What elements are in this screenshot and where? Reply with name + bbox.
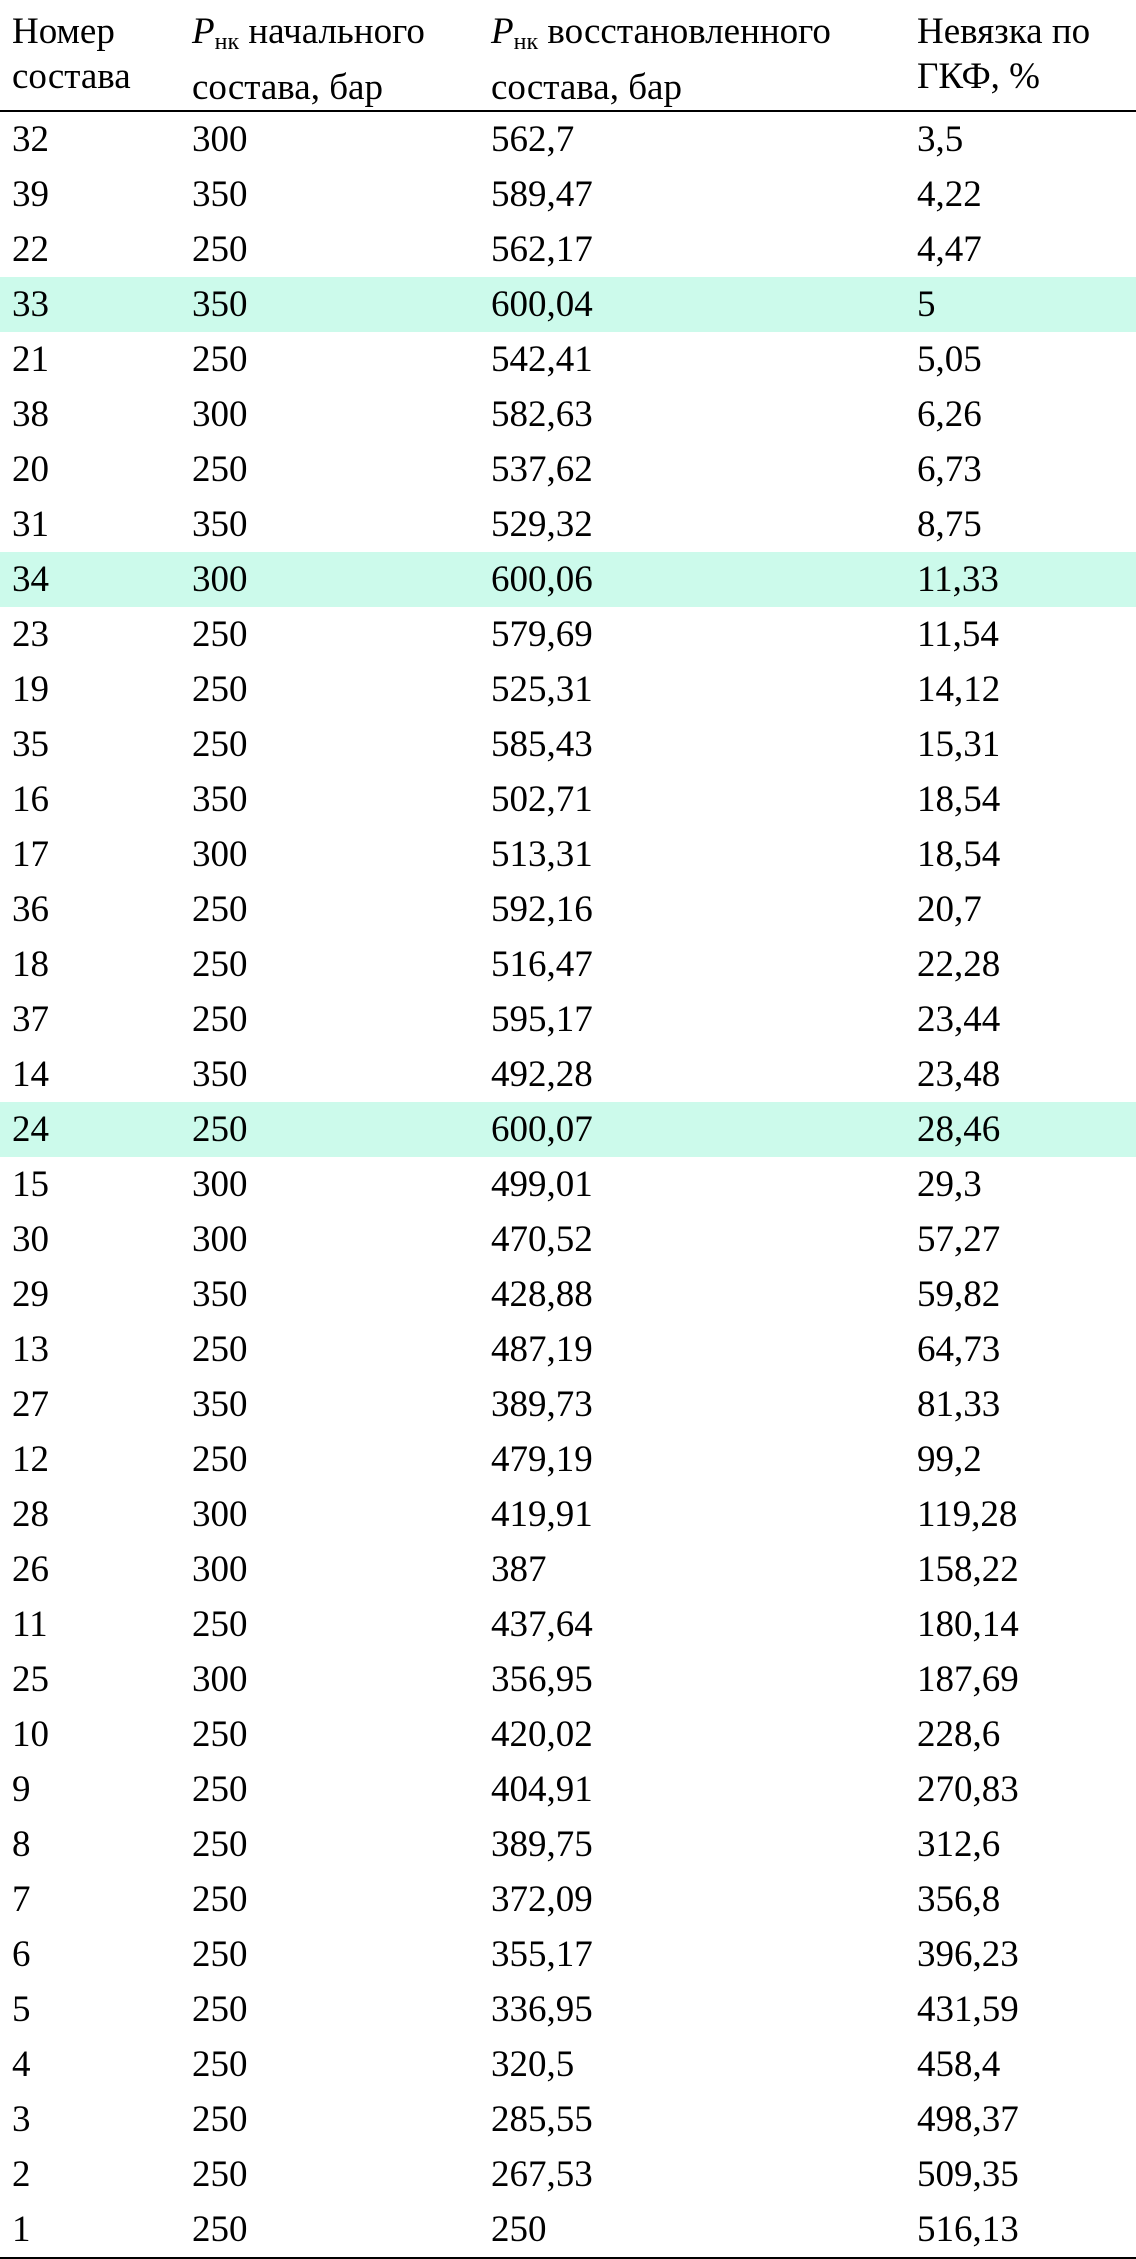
cell-composition-number: 29 [12,1274,49,1315]
table-body [0,111,1136,2258]
header-line: ГКФ, % [917,56,1040,97]
table-row [0,1322,1136,1377]
cell-initial-pressure: 250 [192,889,248,930]
cell-composition-number: 18 [12,944,49,985]
cell-composition-number: 25 [12,1659,49,1700]
cell-restored-pressure: 499,01 [491,1164,593,1205]
cell-composition-number: 17 [12,834,49,875]
cell-gkf-error: 4,47 [917,229,982,270]
cell-composition-number: 13 [12,1329,49,1370]
cell-restored-pressure: 579,69 [491,614,593,655]
table-row [0,1817,1136,1872]
cell-restored-pressure: 589,47 [491,174,593,215]
cell-gkf-error: 23,44 [917,999,1001,1040]
cell-initial-pressure: 300 [192,1494,248,1535]
header-initial-pressure [180,0,479,111]
cell-initial-pressure: 300 [192,1164,248,1205]
table-row [0,1487,1136,1542]
cell-initial-pressure: 250 [192,669,248,710]
cell-restored-pressure: 525,31 [491,669,593,710]
cell-composition-number: 27 [12,1384,49,1425]
cell-restored-pressure: 420,02 [491,1714,593,1755]
cell-composition-number: 12 [12,1439,49,1480]
table-row [0,1927,1136,1982]
pressure-symbol: P [491,11,514,52]
header-line: состава, бар [192,67,383,108]
table-row [0,1707,1136,1762]
cell-composition-number: 5 [12,1989,31,2030]
cell-initial-pressure: 300 [192,119,248,160]
table-row [0,1982,1136,2037]
cell-gkf-error: 81,33 [917,1384,1001,1425]
cell-restored-pressure: 582,63 [491,394,593,435]
cell-gkf-error: 15,31 [917,724,1001,765]
header-line: Невязка по [917,11,1091,52]
cell-restored-pressure: 336,95 [491,1989,593,2030]
cell-restored-pressure: 437,64 [491,1604,593,1645]
cell-restored-pressure: 529,32 [491,504,593,545]
cell-restored-pressure: 428,88 [491,1274,593,1315]
cell-initial-pressure: 250 [192,724,248,765]
cell-composition-number: 32 [12,119,49,160]
cell-composition-number: 19 [12,669,49,710]
cell-restored-pressure: 355,17 [491,1934,593,1975]
cell-composition-number: 21 [12,339,49,380]
table-row [0,937,1136,992]
table-row [0,827,1136,882]
table-row-highlighted [0,277,1136,332]
table-row [0,387,1136,442]
cell-composition-number: 2 [12,2154,31,2195]
cell-gkf-error: 356,8 [917,1879,1001,1920]
cell-composition-number: 38 [12,394,49,435]
header-gkf-error [905,0,1136,111]
cell-gkf-error: 6,73 [917,449,982,490]
cell-restored-pressure: 585,43 [491,724,593,765]
table-row [0,662,1136,717]
cell-restored-pressure: 387 [491,1549,547,1590]
cell-initial-pressure: 250 [192,1439,248,1480]
cell-gkf-error: 28,46 [905,1102,1136,1157]
cell-gkf-error: 23,48 [917,1054,1001,1095]
table-row [0,442,1136,497]
cell-initial-pressure: 350 [192,174,248,215]
cell-composition-number: 36 [12,889,49,930]
cell-gkf-error: 187,69 [917,1659,1019,1700]
cell-restored-pressure: 250 [479,2202,905,2258]
pressure-subscript: нк [214,29,240,55]
cell-restored-pressure: 320,5 [491,2044,575,2085]
cell-composition-number: 24 [0,1102,180,1157]
table-row [0,1542,1136,1597]
cell-gkf-error: 99,2 [917,1439,982,1480]
cell-restored-pressure: 492,28 [491,1054,593,1095]
cell-restored-pressure: 600,04 [479,277,905,332]
cell-restored-pressure: 542,41 [491,339,593,380]
cell-restored-pressure: 600,06 [479,552,905,607]
table-row [0,1377,1136,1432]
cell-initial-pressure: 250 [192,614,248,655]
cell-initial-pressure: 300 [192,394,248,435]
cell-initial-pressure: 250 [192,1714,248,1755]
cell-initial-pressure: 250 [192,1824,248,1865]
header-line: состава, бар [491,67,682,108]
pressure-subscript: нк [513,29,539,55]
cell-gkf-error: 270,83 [917,1769,1019,1810]
cell-composition-number: 6 [12,1934,31,1975]
cell-composition-number: 3 [12,2099,31,2140]
cell-initial-pressure: 250 [180,2202,479,2258]
cell-gkf-error: 6,26 [917,394,982,435]
cell-gkf-error: 431,59 [917,1989,1019,2030]
cell-gkf-error: 64,73 [917,1329,1001,1370]
table-header [0,0,1136,111]
table-row [0,1872,1136,1927]
cell-gkf-error: 22,28 [917,944,1001,985]
table-row [0,111,1136,167]
cell-initial-pressure: 250 [192,229,248,270]
table-row [0,2092,1136,2147]
cell-initial-pressure: 300 [180,552,479,607]
table-row [0,2147,1136,2202]
cell-initial-pressure: 250 [192,944,248,985]
header-line: состава [12,56,131,97]
cell-restored-pressure: 404,91 [491,1769,593,1810]
cell-gkf-error: 158,22 [917,1549,1019,1590]
cell-composition-number: 37 [12,999,49,1040]
cell-gkf-error: 8,75 [917,504,982,545]
cell-restored-pressure: 537,62 [491,449,593,490]
cell-composition-number: 7 [12,1879,31,1920]
cell-restored-pressure: 487,19 [491,1329,593,1370]
cell-composition-number: 30 [12,1219,49,1260]
cell-initial-pressure: 350 [192,1054,248,1095]
cell-initial-pressure: 250 [192,449,248,490]
cell-composition-number: 11 [12,1604,48,1645]
cell-initial-pressure: 350 [192,1274,248,1315]
table-row [0,607,1136,662]
table-row [0,882,1136,937]
header-line: восстановленного [538,11,831,52]
table-row [0,1212,1136,1267]
pressure-symbol: P [192,11,215,52]
cell-gkf-error: 180,14 [917,1604,1019,1645]
table-row [0,1157,1136,1212]
cell-initial-pressure: 350 [192,504,248,545]
cell-gkf-error: 3,5 [917,119,964,160]
cell-gkf-error: 57,27 [917,1219,1001,1260]
header-composition-number [0,0,180,111]
cell-initial-pressure: 250 [180,1102,479,1157]
cell-initial-pressure: 350 [180,277,479,332]
cell-gkf-error: 20,7 [917,889,982,930]
cell-restored-pressure: 562,7 [491,119,575,160]
cell-gkf-error: 119,28 [917,1494,1018,1535]
cell-restored-pressure: 600,07 [479,1102,905,1157]
cell-composition-number: 31 [12,504,49,545]
cell-composition-number: 10 [12,1714,49,1755]
cell-initial-pressure: 250 [192,999,248,1040]
cell-initial-pressure: 250 [192,1769,248,1810]
cell-initial-pressure: 250 [192,2154,248,2195]
table-row [0,992,1136,1047]
table-row [0,2037,1136,2092]
table-row [0,2202,1136,2258]
cell-restored-pressure: 285,55 [491,2099,593,2140]
cell-restored-pressure: 502,71 [491,779,593,820]
cell-composition-number: 33 [0,277,180,332]
cell-initial-pressure: 250 [192,2099,248,2140]
cell-initial-pressure: 350 [192,1384,248,1425]
table-row [0,1432,1136,1487]
cell-initial-pressure: 300 [192,1659,248,1700]
cell-restored-pressure: 267,53 [491,2154,593,2195]
cell-composition-number: 9 [12,1769,31,1810]
cell-composition-number: 8 [12,1824,31,1865]
cell-initial-pressure: 250 [192,1879,248,1920]
table-row [0,167,1136,222]
cell-gkf-error: 509,35 [917,2154,1019,2195]
cell-composition-number: 23 [12,614,49,655]
header-row [0,0,1136,111]
cell-gkf-error: 312,6 [917,1824,1001,1865]
cell-restored-pressure: 389,75 [491,1824,593,1865]
cell-gkf-error: 11,54 [917,614,999,655]
cell-gkf-error: 18,54 [917,834,1001,875]
cell-composition-number: 1 [0,2202,180,2258]
cell-gkf-error: 18,54 [917,779,1001,820]
cell-initial-pressure: 300 [192,834,248,875]
table-row-highlighted [0,552,1136,607]
cell-restored-pressure: 372,09 [491,1879,593,1920]
cell-gkf-error: 59,82 [917,1274,1001,1315]
cell-composition-number: 14 [12,1054,49,1095]
cell-restored-pressure: 595,17 [491,999,593,1040]
cell-initial-pressure: 250 [192,1934,248,1975]
cell-gkf-error: 228,6 [917,1714,1001,1755]
cell-restored-pressure: 592,16 [491,889,593,930]
cell-initial-pressure: 250 [192,1604,248,1645]
cell-composition-number: 28 [12,1494,49,1535]
cell-initial-pressure: 250 [192,1989,248,2030]
header-line: начального [239,11,425,52]
header-restored-pressure [479,0,905,111]
cell-restored-pressure: 470,52 [491,1219,593,1260]
table-row-highlighted [0,1102,1136,1157]
table-row [0,1762,1136,1817]
cell-gkf-error: 396,23 [917,1934,1019,1975]
cell-initial-pressure: 250 [192,339,248,380]
header-line: Номер [12,11,115,52]
table-row [0,497,1136,552]
cell-gkf-error: 5 [905,277,1136,332]
cell-restored-pressure: 516,47 [491,944,593,985]
cell-gkf-error: 5,05 [917,339,982,380]
table-row [0,772,1136,827]
cell-initial-pressure: 300 [192,1219,248,1260]
cell-restored-pressure: 562,17 [491,229,593,270]
cell-initial-pressure: 350 [192,779,248,820]
table-row [0,1047,1136,1102]
cell-restored-pressure: 356,95 [491,1659,593,1700]
cell-composition-number: 22 [12,229,49,270]
cell-restored-pressure: 513,31 [491,834,593,875]
cell-restored-pressure: 479,19 [491,1439,593,1480]
cell-initial-pressure: 250 [192,1329,248,1370]
cell-composition-number: 20 [12,449,49,490]
table-row [0,1597,1136,1652]
cell-gkf-error: 458,4 [917,2044,1001,2085]
cell-restored-pressure: 419,91 [491,1494,593,1535]
table-row [0,1652,1136,1707]
cell-composition-number: 34 [0,552,180,607]
cell-composition-number: 15 [12,1164,49,1205]
cell-composition-number: 26 [12,1549,49,1590]
cell-composition-number: 35 [12,724,49,765]
cell-gkf-error: 14,12 [917,669,1001,710]
cell-composition-number: 4 [12,2044,31,2085]
cell-initial-pressure: 300 [192,1549,248,1590]
cell-gkf-error: 11,33 [905,552,1136,607]
cell-composition-number: 39 [12,174,49,215]
cell-restored-pressure: 389,73 [491,1384,593,1425]
cell-gkf-error: 29,3 [917,1164,982,1205]
cell-gkf-error: 4,22 [917,174,982,215]
cell-initial-pressure: 250 [192,2044,248,2085]
table-row [0,717,1136,772]
cell-composition-number: 16 [12,779,49,820]
table-row [0,222,1136,277]
cell-gkf-error: 516,13 [905,2202,1136,2258]
cell-gkf-error: 498,37 [917,2099,1019,2140]
table-row [0,332,1136,387]
table-row [0,1267,1136,1322]
